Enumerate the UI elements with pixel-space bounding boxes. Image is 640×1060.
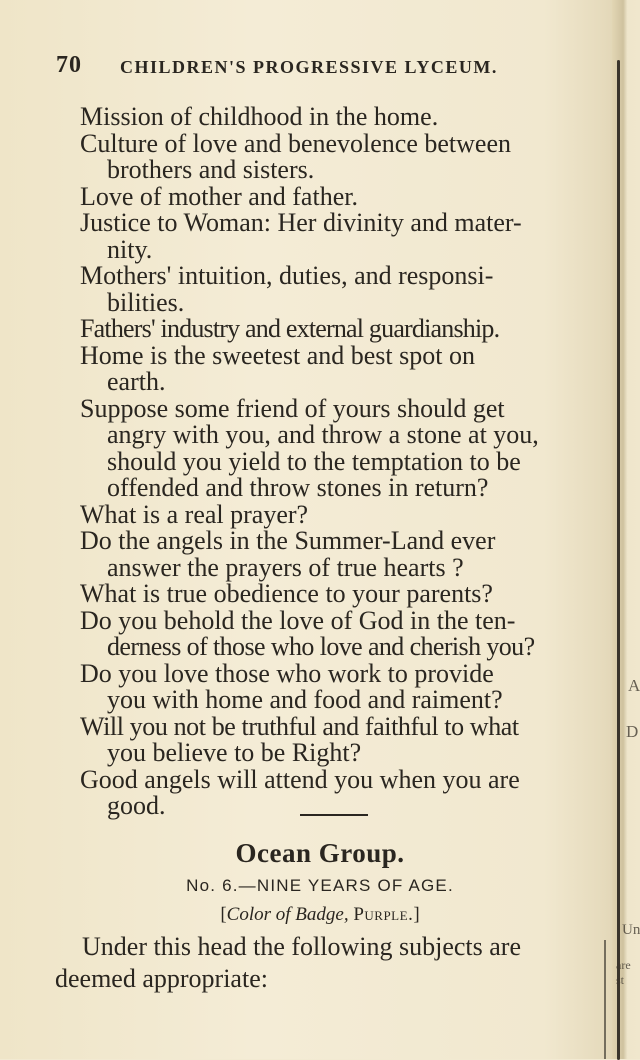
subject-line: offended and throw stones in return? <box>107 473 489 502</box>
subject-line: good. <box>107 791 166 820</box>
subject-line: nity. <box>107 235 153 264</box>
badge-bracket-close: ] <box>413 904 420 925</box>
subject-line: Do the angels in the Summer-Land ever <box>80 526 496 555</box>
subject-line: Fathers' industry and external guardianship. <box>80 314 500 343</box>
subject-line: you with home and food and raiment? <box>107 685 503 714</box>
subject-line: Love of mother and father. <box>80 182 358 211</box>
subject-line: angry with you, and throw a stone at you, <box>107 420 539 449</box>
facing-page-letter: D <box>626 722 639 741</box>
subject-line: brothers and sisters. <box>107 155 315 184</box>
badge-line <box>0 904 640 926</box>
subject-line: What is a real prayer? <box>80 500 309 529</box>
subject-line: should you yield to the temptation to be <box>107 447 521 476</box>
facing-page-letter: Un <box>622 922 640 938</box>
badge-label: Color of Badge, <box>226 904 349 925</box>
subject-line: Suppose some friend of yours should get <box>80 394 505 423</box>
subject-line: Mothers' intuition, duties, and responsi- <box>80 261 494 290</box>
page-header <box>56 52 596 84</box>
subject-line: Will you not be truthful and faithful to what <box>80 712 519 741</box>
section-age-line: No. 6.—NINE YEARS OF AGE. <box>186 876 454 895</box>
subject-line: you believe to be Right? <box>107 738 362 767</box>
subject-line: Culture of love and benevolence between <box>80 129 511 158</box>
subject-line: Do you behold the love of God in the ten- <box>80 606 516 635</box>
subject-line: Mission of childhood in the home. <box>80 102 439 131</box>
section-divider-rule <box>300 814 368 816</box>
subject-line: Justice to Woman: Her divinity and mater- <box>80 208 522 237</box>
subject-line: Do you love those who work to provide <box>80 659 494 688</box>
gutter-shadow-line-lower <box>604 940 606 1059</box>
facing-page-letter: A <box>628 676 640 695</box>
subject-line: answer the prayers of true hearts ? <box>107 553 464 582</box>
subject-line: What is true obedience to your parents? <box>80 579 493 608</box>
badge-bracket-open: [ <box>220 904 227 925</box>
intro-paragraph-line: Under this head the following subjects are <box>82 932 521 961</box>
section-title: Ocean Group. <box>235 838 405 868</box>
subject-line: Home is the sweetest and best spot on <box>80 341 475 370</box>
running-head: CHILDREN'S PROGRESSIVE LYCEUM. <box>120 57 498 77</box>
subject-line: bilities. <box>107 288 185 317</box>
intro-paragraph-line: deemed appropriate: <box>55 964 268 993</box>
facing-page-letter: are st <box>616 958 631 987</box>
subject-line: Good angels will attend you when you are <box>80 765 520 794</box>
badge-color: Purple. <box>353 904 414 925</box>
subject-line: earth. <box>107 367 166 396</box>
page-number: 70 <box>56 52 82 78</box>
subject-line: derness of those who love and cherish you? <box>107 632 535 661</box>
